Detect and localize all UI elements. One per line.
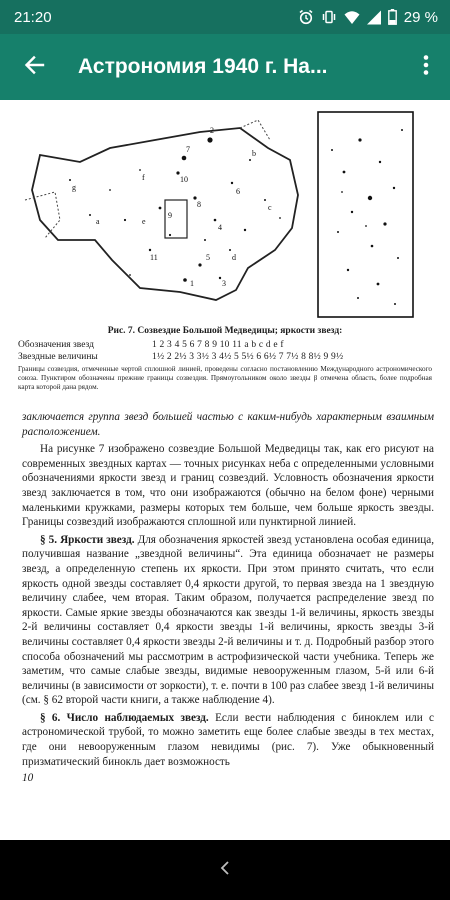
system-nav-bar [0, 840, 450, 900]
section-6 [22, 711, 434, 769]
section-5-text: Для обозначения яркостей звезд установлена особая единица, получившая название „звездной величины“. Эта единица обозначает не размеры звезд, а определенную степень их яркости. При этом принято считать, что если яркость одной звезды составляет 0,4 яркости другой, то первая звезда на 1 звездную величину слабее, чем вторая. Таким образом, получается распределение звезд по яркости. Самые яркие звезды обозначаются как звезды 1-й величины, яркость звезды 2-й величины составляет 0,4 яркости звезды 1-й величины, яркость звезды 3-й величины составляет 0,4 яркости звезды 2-й величины и т. д. Подробный разбор этого способа обозначений мы рассмотрим в астрофизической части учебника. Теперь же заметим, что самые слабые звезды, видимые невооруженным глазом, 5-й или 6-й величины (в зависимости от зоркости), т. е. почти в 100 раз слабее звезд 1-й величины (см. § 62 второй части книги, а также наблюдение 4). [22, 533, 434, 707]
star-label-5: 5 [206, 253, 210, 262]
star-label-1: 1 [190, 279, 194, 288]
old-boundary-2 [240, 120, 270, 140]
section-6-heading: § 6. Число наблюдаемых звезд. [40, 711, 209, 724]
map-stars [69, 137, 281, 281]
star-label-8: 8 [197, 200, 201, 209]
star-label-a: a [96, 217, 100, 226]
back-button[interactable] [12, 45, 56, 89]
signal-icon [367, 10, 381, 25]
star-label-f: f [142, 173, 145, 182]
detail-map-frame [318, 112, 413, 317]
star-label-e: e [142, 217, 146, 226]
star-label-11: 11 [150, 253, 158, 262]
app-bar [0, 34, 450, 100]
status-icons [298, 9, 438, 26]
caption-row-designations [18, 339, 432, 351]
status-time: 21:20 [14, 8, 52, 26]
section-6-text: Если вести наблюдения с биноклем или с астрономической трубой, то можно заметить еще более слабые звезды в тех местах, где они невооруженным глазом невидимы (рис. 7). Уже обыкновенный призматический бинокль дает возможность [22, 711, 435, 768]
caption-row2-values: 1½ 2 2½ 3 3½ 3 4½ 5 5½ 6 6½ 7 7½ 8 8½ 9 9½ [152, 352, 344, 362]
star-label-g: g [72, 183, 76, 192]
caption-note: Границы созвездия, отмеченные чертой сплошной линией, проведены согласно постановлению Международного астрономического союза. Пунктиром обозначены прежние границы созвездия. Прямоугольником около звезды β отмечена область, более подробная карта которой дана рядом. [18, 365, 432, 391]
star-label-b: b [252, 149, 256, 158]
caption-row2-label: Звездные величины [18, 352, 98, 362]
star-label-7: 7 [186, 145, 190, 154]
battery-percent: 29 % [403, 8, 438, 26]
book-title: Астрономия 1940 г. На... [78, 55, 328, 78]
star-label-6: 6 [236, 187, 240, 196]
map-star-labels [72, 126, 272, 288]
star-label-9: 9 [168, 211, 172, 220]
star-label-d: d [232, 253, 236, 262]
arrow-left-icon [23, 54, 45, 81]
section-5-heading: § 5. Яркости звезд. [40, 533, 135, 546]
caption-row1-values: 1 2 3 4 5 6 7 8 9 10 11 a b c d e f [152, 340, 284, 350]
more-vert-icon [423, 54, 429, 81]
battery-icon [388, 9, 397, 25]
paragraph-figure-description: На рисунке 7 изображено созвездие Большой Медведицы так, как его рисуют на современных звездных картах — точных рисунках неба с определенными условными обозначениями яркости звезд и границ созвездий. Условность обозначения яркости звезд заключается в том, что они изображаются (обычно на белом фоне) черными маленькими кружками, размеры которых тем больше, чем больше яркость звезды. Границы созвездий изображаются сплошной или пунктирной линией. [22, 443, 434, 529]
section-5 [22, 533, 434, 708]
constellation-figure [0, 100, 450, 325]
caption-title: Рис. 7. Созвездие Большой Медведицы; яркости звезд: [107, 326, 343, 336]
star-label-3: 3 [222, 279, 226, 288]
system-back-button[interactable] [203, 848, 247, 892]
ursa-major-map [0, 100, 450, 325]
vibrate-icon [321, 9, 337, 25]
status-bar [0, 0, 450, 34]
nav-back-chevron-icon [218, 860, 232, 881]
old-boundary [25, 192, 60, 238]
figure-caption [18, 325, 432, 392]
book-page[interactable] [0, 100, 450, 840]
page-body [22, 410, 434, 786]
star-label-10: 10 [180, 175, 188, 184]
star-label-4: 4 [218, 223, 222, 232]
caption-row1-label: Обозначения звезд [18, 340, 94, 350]
continuation-line: заключается группа звезд большей частью с каким-нибудь характерным взаимным расположением. [22, 411, 434, 438]
page-number: 10 [22, 772, 34, 785]
star-label-2: 2 [210, 126, 214, 135]
overflow-menu-button[interactable] [408, 45, 444, 89]
star-label-c: c [268, 203, 272, 212]
wifi-icon [344, 10, 360, 25]
alarm-icon [298, 9, 314, 25]
caption-row-magnitudes [18, 351, 432, 363]
